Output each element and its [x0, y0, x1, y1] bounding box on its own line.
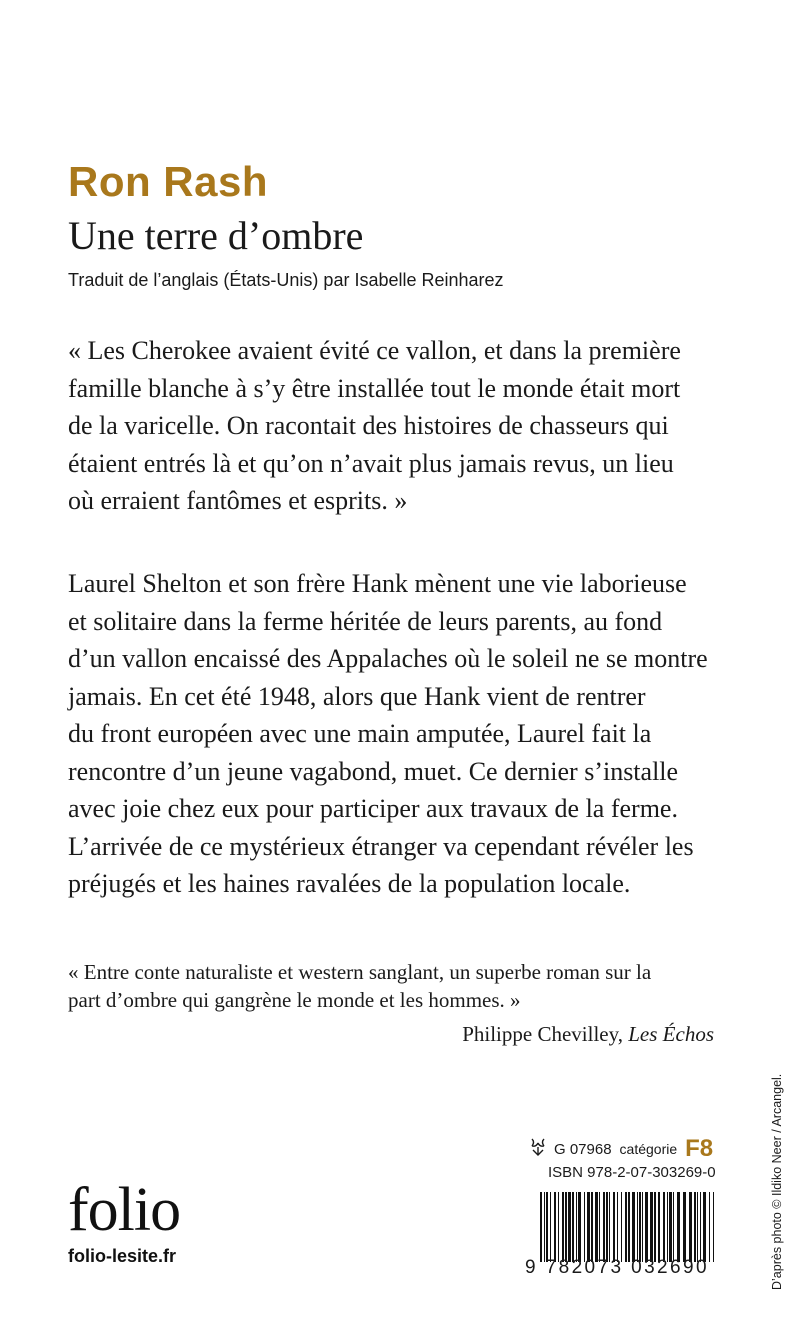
quote-line: famille blanche à s’y être installée tout le monde était mort	[68, 373, 681, 403]
isbn: ISBN 978-2-07-303269-0	[548, 1164, 716, 1181]
summary-line: préjugés et les haines ravalées de la population locale.	[68, 869, 631, 898]
category-label: catégorie	[619, 1141, 678, 1157]
summary-line: jamais. En cet été 1948, alors que Hank vient de rentrer	[68, 681, 646, 711]
book-logo-icon	[530, 1137, 546, 1161]
summary-line: et solitaire dans la ferme héritée de leurs parents, au fond	[68, 606, 663, 636]
summary-line: rencontre d’un jeune vagabond, muet. Ce dernier s’installe	[68, 756, 679, 786]
excerpt-quote	[68, 332, 748, 520]
press-review	[68, 958, 748, 1014]
quote-line: où erraient fantômes et esprits. »	[68, 486, 408, 515]
publisher-website: folio-lesite.fr	[68, 1246, 177, 1266]
summary-line: d’un vallon encaissé des Appalaches où le soleil ne se montre	[68, 644, 708, 673]
review-critic: Philippe Chevilley,	[462, 1022, 623, 1046]
translator-credit: Traduit de l’anglais (États-Unis) par Isabelle Reinharez	[68, 270, 504, 290]
summary-line: du front européen avec une main amputée, Laurel fait la	[68, 719, 652, 748]
barcode	[540, 1192, 716, 1262]
summary-line: avec joie chez eux pour participer aux travaux de la ferme.	[68, 794, 678, 823]
author-name: Ron Rash	[68, 158, 269, 205]
book-summary	[68, 565, 748, 903]
summary-line: Laurel Shelton et son frère Hank mènent une vie laborieuse	[68, 569, 687, 598]
quote-line: de la varicelle. On racontait des histoires de chasseurs qui	[68, 411, 669, 440]
review-line: « Entre conte naturaliste et western sanglant, un superbe roman sur la	[68, 960, 652, 984]
catalog-code: G 07968	[554, 1140, 612, 1158]
review-line: part d’ombre qui gangrène le monde et les hommes. »	[68, 988, 521, 1012]
book-title: Une terre d’ombre	[68, 213, 364, 258]
quote-line: « Les Cherokee avaient évité ce vallon, et dans la première	[68, 336, 681, 365]
category-code: F8	[685, 1135, 714, 1162]
publisher-logo: folio	[68, 1176, 181, 1244]
quote-line: étaient entrés là et qu’on n’avait plus jamais revus, un lieu	[68, 448, 674, 478]
review-attribution	[462, 1022, 714, 1047]
barcode-digits: 9 782073 032690	[525, 1257, 709, 1278]
catalog-info	[530, 1136, 713, 1162]
review-publication: Les Échos	[628, 1022, 714, 1046]
photo-credit: D’après photo © Ildiko Neer / Arcangel.	[770, 1073, 784, 1290]
summary-line: L’arrivée de ce mystérieux étranger va cependant révéler les	[68, 831, 694, 861]
